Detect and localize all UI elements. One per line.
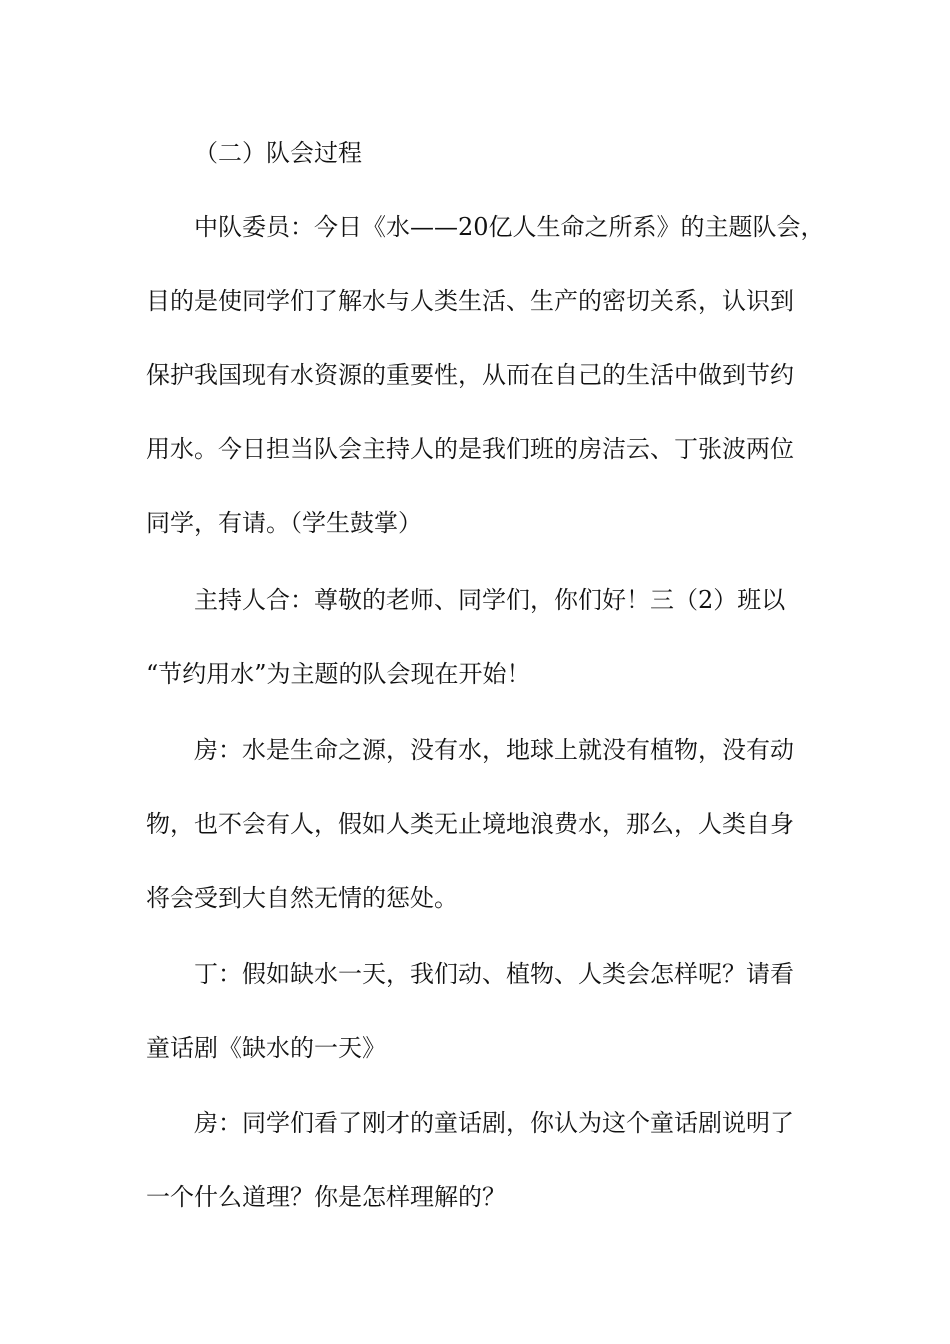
paragraph-line: 中队委员：今日《水——20亿人生命之所系》的主题队会， <box>194 213 825 241</box>
paragraph-line: 用水。今日担当队会主持人的是我们班的房洁云、丁张波两位 <box>146 435 794 463</box>
paragraph-line: 房：水是生命之源，没有水，地球上就没有植物，没有动 <box>194 736 794 764</box>
paragraph-line: 丁：假如缺水一天，我们动、植物、人类会怎样呢？请看 <box>194 960 794 988</box>
section-heading: （二）队会过程 <box>194 139 362 167</box>
paragraph-line: 目的是使同学们了解水与人类生活、生产的密切关系，认识到 <box>146 287 794 315</box>
paragraph-line: 同学，有请。（学生鼓掌） <box>146 509 422 537</box>
paragraph-line: 将会受到大自然无情的惩处。 <box>146 884 458 912</box>
paragraph-line: 保护我国现有水资源的重要性，从而在自己的生活中做到节约 <box>146 361 794 389</box>
paragraph-line: 房：同学们看了刚才的童话剧，你认为这个童话剧说明了 <box>194 1109 794 1137</box>
paragraph-line: 童话剧《缺水的一天》 <box>146 1034 386 1062</box>
paragraph-line: 一个什么道理？你是怎样理解的？ <box>146 1183 506 1211</box>
paragraph-line: 物，也不会有人，假如人类无止境地浪费水，那么，人类自身 <box>146 810 794 838</box>
paragraph-line: 主持人合：尊敬的老师、同学们，你们好！三（2）班以 <box>194 586 786 614</box>
paragraph-line: “节约用水”为主题的队会现在开始！ <box>146 660 531 688</box>
